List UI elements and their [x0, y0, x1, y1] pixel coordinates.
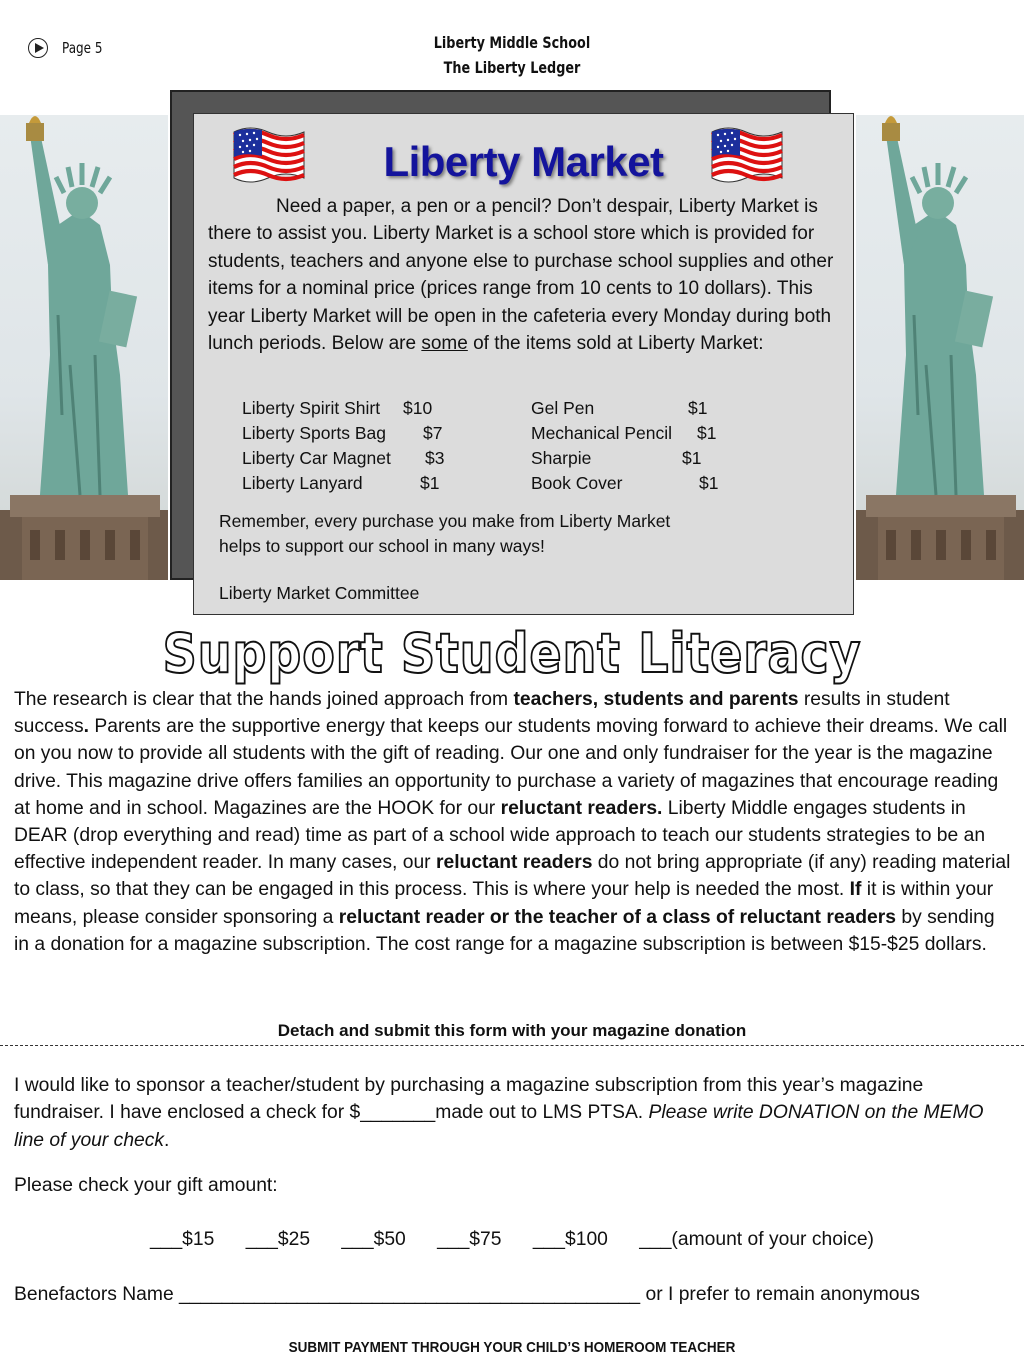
- market-description-end: of the items sold at Liberty Market:: [467, 333, 764, 355]
- item-name: Liberty Car Magnet: [242, 448, 391, 468]
- memo-instruction: Please write DONATION on the MEMO line of your check: [14, 1102, 984, 1151]
- benefactor-name-line[interactable]: Benefactors Name ___________________________________________ or I prefer to remain anonymous: [14, 1284, 920, 1305]
- amount-option-25[interactable]: ___$25: [245, 1229, 311, 1250]
- statue-of-liberty-image-right: [856, 115, 1024, 580]
- item-list: [242, 396, 762, 496]
- cut-line: [0, 1045, 1024, 1046]
- item-price: $1: [699, 473, 719, 493]
- bold-run: reluctant readers.: [500, 797, 663, 819]
- item-name: Liberty Sports Bag: [242, 423, 386, 443]
- market-signature: Liberty Market Committee: [219, 583, 420, 603]
- market-description: [208, 193, 852, 357]
- submit-instruction: SUBMIT PAYMENT THROUGH YOUR CHILD’S HOMEROOM TEACHER: [288, 1339, 736, 1356]
- item-price: $1: [697, 423, 717, 443]
- amount-option-50[interactable]: ___$50: [341, 1229, 406, 1250]
- item-price: $1: [688, 398, 708, 418]
- literacy-title: Support Student Literacy: [162, 622, 862, 685]
- item-name: Liberty Lanyard: [242, 473, 363, 493]
- statue-of-liberty-image-left: [0, 115, 168, 580]
- item-name: Liberty Spirit Shirt: [242, 398, 381, 418]
- bold-run: .: [83, 716, 90, 738]
- sponsor-statement: [14, 1072, 1014, 1154]
- text-run: do not bring appropriate (if any) reading material to class, so that they can be engaged in this process. This is where your help is needed the most.: [14, 852, 1011, 901]
- text-run: .: [164, 1129, 170, 1151]
- item-price: $1: [420, 473, 440, 493]
- text-run: it is within your means, please consider sponsoring a: [14, 879, 994, 928]
- text-run: I would like to sponsor a teacher/student by purchasing a magazine subscription from this year’s magazine fundraiser. I have enclosed a check for $_______made out to LMS PTSA.: [14, 1075, 924, 1124]
- bold-run: If: [849, 879, 862, 901]
- gift-amount-options: [0, 1229, 1024, 1251]
- amount-option-custom[interactable]: ___(amount of your choice): [639, 1229, 874, 1250]
- item-name: Mechanical Pencil: [531, 423, 673, 443]
- amount-option-15[interactable]: ___$15: [150, 1229, 215, 1250]
- detach-note: Detach and submit this form with your magazine donation: [277, 1021, 747, 1040]
- item-name: Sharpie: [531, 448, 592, 468]
- list-item: [242, 446, 762, 471]
- item-price: $10: [403, 398, 433, 418]
- amount-option-100[interactable]: ___$100: [532, 1229, 608, 1250]
- school-name: Liberty Middle School: [433, 33, 591, 52]
- reminder-line: Remember, every purchase you make from Liberty Market: [219, 511, 671, 531]
- literacy-paragraph: [14, 686, 1014, 958]
- text-run: Parents are the supportive energy that keeps our students moving forward to achieve their dreams. We call on you now to provide all students with the gift of reading. Our one and only fundraiser for the year is the magazine drive. This magazine drive offers families an opportunity to purchase a variety of magazines that encourage reading at home and in school. Magazines are the HOOK for our: [14, 716, 1008, 819]
- item-name: Book Cover: [531, 473, 623, 493]
- page-number: Page 5: [62, 39, 103, 57]
- list-item: [242, 396, 762, 421]
- bold-run: teachers, students and parents: [513, 689, 799, 710]
- text-run: by sending in a donation for a magazine subscription. The cost range for a magazine subscription is between $15-$25 dollars.: [14, 906, 995, 955]
- list-item: [242, 421, 762, 446]
- newsletter-name: The Liberty Ledger: [443, 58, 581, 77]
- market-description-text: Need a paper, a pen or a pencil? Don’t despair, Liberty Market is there to assist you. Liberty Market is a school store which is provided for students, teachers and anyone else to purchase school supplies and other items for a nominal price (prices range from 10 cents to 10 dollars). This year Liberty Market will be open in the cafeteria every Monday during both lunch periods. Below are: [208, 196, 834, 355]
- bold-run: reluctant readers: [435, 852, 593, 874]
- bold-run: reluctant reader or the teacher of a class of reluctant readers: [338, 906, 896, 928]
- text-run: The research is clear that the hands joined approach from: [14, 689, 514, 710]
- item-price: $1: [682, 448, 702, 468]
- amount-option-75[interactable]: ___$75: [437, 1229, 502, 1250]
- text-run: results in student success: [14, 689, 950, 738]
- masthead: [0, 30, 1024, 80]
- item-price: $3: [425, 448, 445, 468]
- item-name: Gel Pen: [531, 398, 595, 418]
- emphasis-some: some: [421, 333, 468, 355]
- gift-amount-label: Please check your gift amount:: [14, 1175, 278, 1196]
- market-title: Liberty Market: [383, 138, 664, 185]
- item-price: $7: [423, 423, 443, 443]
- liberty-market-box: [193, 113, 854, 615]
- text-run: Liberty Middle engages students in DEAR (drop everything and read) time as part of a school wide approach to teach our students strategies to be an effective independent reader. In many cases, our: [14, 797, 986, 874]
- reminder-line: helps to support our school in many ways!: [219, 536, 545, 556]
- market-reminder: [219, 509, 670, 559]
- list-item: [242, 471, 762, 496]
